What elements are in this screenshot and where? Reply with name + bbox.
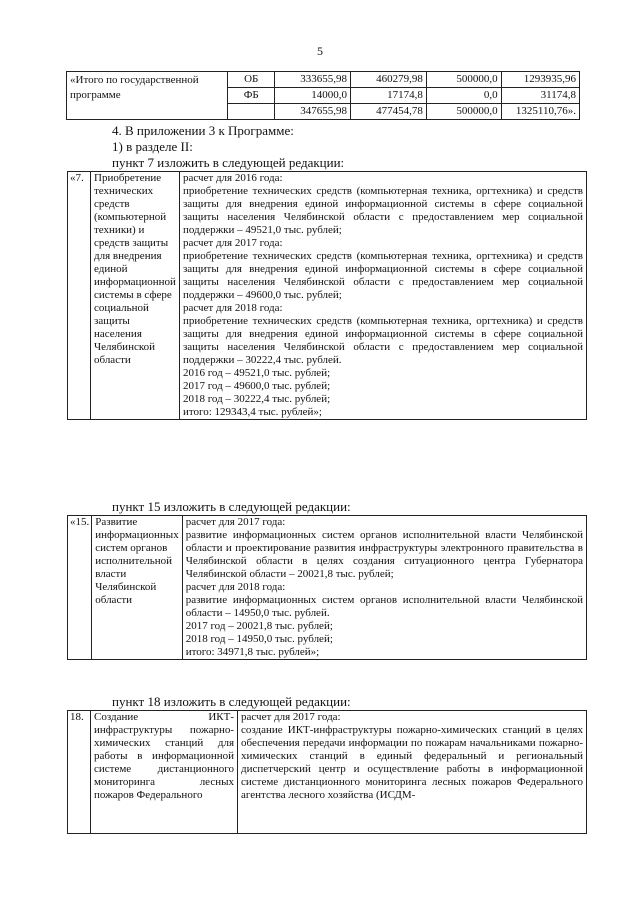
item-number: 18. xyxy=(68,711,91,834)
appendix-line: 4. В приложении 3 к Программе: xyxy=(112,123,294,138)
page-number: 5 xyxy=(317,44,323,58)
fund-cell: ФБ xyxy=(228,88,275,104)
fund-cell: ОБ xyxy=(228,72,275,88)
item-description-text xyxy=(241,711,583,833)
item-description xyxy=(179,172,586,420)
desc-line: расчет для 2016 года: xyxy=(182,172,283,184)
item15-table xyxy=(67,515,587,660)
desc-line: 2018 год – 14950,0 тыс. рублей; xyxy=(185,633,333,645)
item-number: «15. xyxy=(68,516,92,660)
item18-table xyxy=(67,710,587,834)
desc-line: итого: 34971,8 тыс. рублей»; xyxy=(185,646,320,658)
value-cell: 0,0 xyxy=(426,88,501,104)
desc-line: 2018 год – 30222,4 тыс. рублей; xyxy=(182,393,331,405)
desc-line: итого: 129343,4 тыс. рублей»; xyxy=(182,406,322,418)
desc-line: приобретение технических средств (компьютерная техника, оргтехника) и средств защиты для внедрения единой информационной системы в сфере социальной защиты населения Челябинской области с предоставлением мер социальной поддержки – 30222,4 тыс. рублей. xyxy=(182,315,583,366)
value-cell: 500000,0 xyxy=(426,72,501,88)
section-line: 1) в разделе II: xyxy=(112,139,193,154)
totals-label: «Итого по государственной программе xyxy=(67,72,228,120)
desc-line: развитие информационных систем органов исполнительной власти Челябинской области и проектирование развития инфраструктуры электронного правительства в Челябинской области в целях создания ситуационного центра Губернатора Челябинской области – 20021,8 тыс. рублей; xyxy=(185,529,583,580)
item-name xyxy=(91,711,238,834)
table-row xyxy=(68,711,587,834)
item-name-text: Создание ИКТ-инфраструктуры пожарно-химических станций для работы в информационной системе дистанционного мониторинга лесных пожаров Федерального xyxy=(94,711,234,801)
item-number: «7. xyxy=(68,172,91,420)
item7-intro: пункт 7 изложить в следующей редакции: xyxy=(112,155,345,170)
value-cell: 477454,78 xyxy=(351,104,427,120)
totals-table xyxy=(66,71,580,120)
desc-line: приобретение технических средств (компьютерная техника, оргтехника) и средств защиты для внедрения единой информационной системы в сфере социальной защиты населения Челябинской области с предоставлением мер социальной поддержки – 49600,0 тыс. рублей; xyxy=(182,250,583,301)
item15-intro: пункт 15 изложить в следующей редакции: xyxy=(112,499,351,514)
value-cell: 17174,8 xyxy=(351,88,427,104)
desc-line: расчет для 2017 года: xyxy=(241,711,341,723)
value-cell: 460279,98 xyxy=(351,72,427,88)
value-cell: 31174,8 xyxy=(501,88,579,104)
item-name: Развитие информационных систем органов исполнительной власти Челябинской области xyxy=(92,516,182,660)
desc-line: 2017 год – 20021,8 тыс. рублей; xyxy=(185,620,333,632)
desc-line: 2017 год – 49600,0 тыс. рублей; xyxy=(182,380,331,392)
item7-table xyxy=(67,171,587,420)
fund-cell xyxy=(228,104,275,120)
desc-line: развитие информационных систем органов исполнительной власти Челябинской области – 14950,0 тыс. рублей. xyxy=(185,594,583,619)
value-cell: 347655,98 xyxy=(275,104,351,120)
table-row xyxy=(68,172,587,420)
desc-line: расчет для 2018 года: xyxy=(185,581,286,593)
value-cell: 1293935,96 xyxy=(501,72,579,88)
desc-line: 2016 год – 49521,0 тыс. рублей; xyxy=(182,367,331,379)
item-name: Приобретение технических средств (компьютерной техники) и средств защиты для внедрения единой информационной системы в сфере социальной защиты населения Челябинской области xyxy=(91,172,180,420)
item-description xyxy=(238,711,587,834)
value-cell: 1325110,76». xyxy=(501,104,579,120)
value-cell: 500000,0 xyxy=(426,104,501,120)
item18-intro: пункт 18 изложить в следующей редакции: xyxy=(112,694,351,709)
item-description xyxy=(182,516,586,660)
value-cell: 14000,0 xyxy=(275,88,351,104)
desc-line: расчет для 2017 года: xyxy=(182,237,283,249)
desc-line: создание ИКТ-инфраструктуры пожарно-химических станций в целях обеспечения передачи информации по пожарам начальниками пожарно-химических станций в единый федеральный и региональный диспетчерский центр и осуществление работы в информационной системе дистанционного мониторинга лесных пожаров Федерального агентства лесного хозяйства (ИСДМ- xyxy=(241,724,583,801)
desc-line: расчет для 2017 года: xyxy=(185,516,286,528)
table-row xyxy=(67,72,580,88)
desc-line: расчет для 2018 года: xyxy=(182,302,283,314)
value-cell: 333655,98 xyxy=(275,72,351,88)
table-row xyxy=(68,516,587,660)
desc-line: приобретение технических средств (компьютерная техника, оргтехника) и средств защиты для внедрения единой информационной системы в сфере социальной защиты населения Челябинской области с предоставлением мер социальной поддержки – 49521,0 тыс. рублей; xyxy=(182,185,583,236)
